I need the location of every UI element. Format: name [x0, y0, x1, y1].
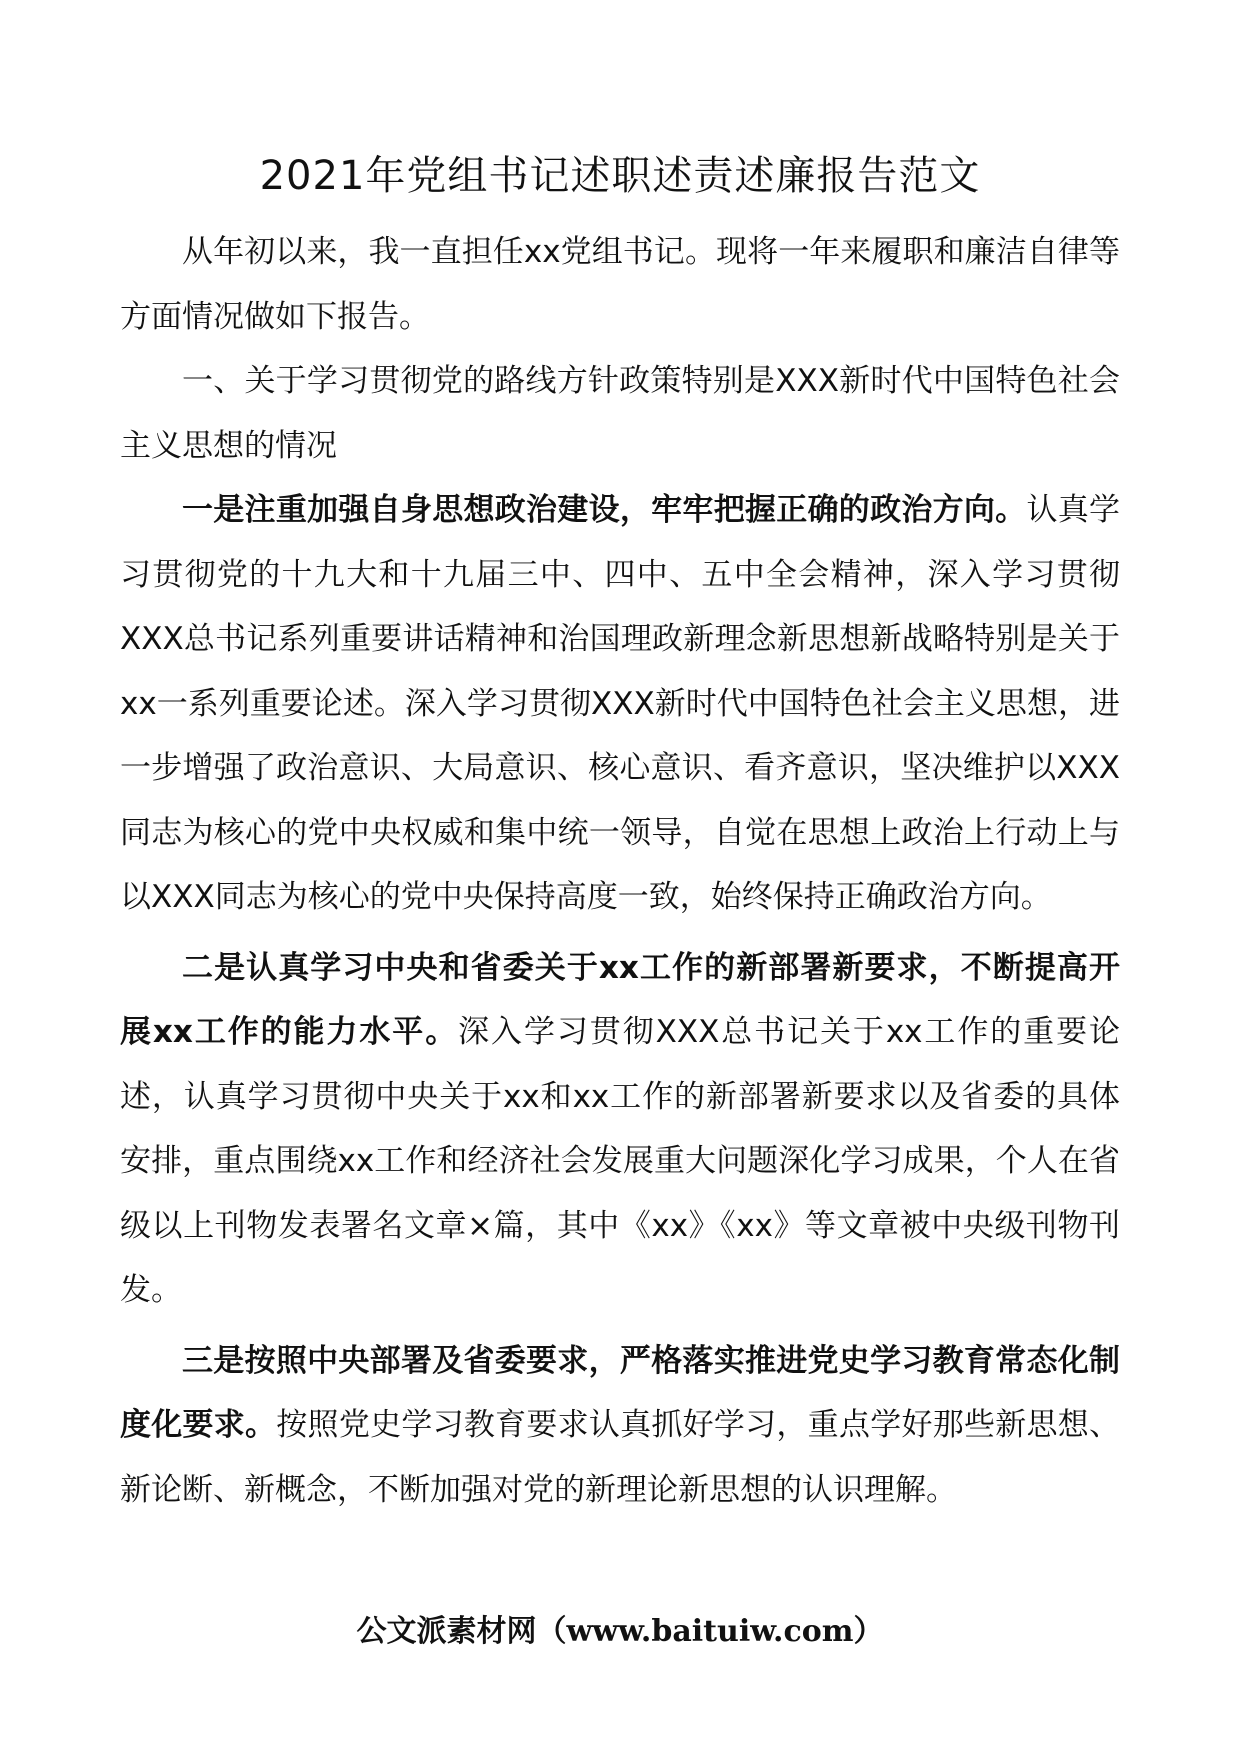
paragraph-section-heading — [120, 349, 1120, 478]
document-body — [120, 220, 1120, 1522]
source-footer: 公文派素材网（www.baituiw.com） — [356, 1614, 884, 1649]
paragraph-point-2 — [120, 936, 1120, 1323]
paragraph-lead: 一是注重加强自身思想政治建设，牢牢把握正确的政治方向。 — [182, 492, 1027, 528]
paragraph-lead: 三是按照中央部署及省委要求，严格落实推进党史学习教育常态化制度化要求。 — [120, 1342, 1120, 1443]
paragraph-point-3 — [120, 1329, 1120, 1523]
paragraph-text: 深入学习贯彻XXX总书记关于xx工作的重要论述，认真学习贯彻中央关于xx和xx工作的新部署新要求以及省委的具体安排，重点围绕xx工作和经济社会发展重大问题深化学习成果，个人在省级以上刊物发表署名文章×篇，其中《xx》《xx》等文章被中央级刊物刊发。 — [120, 1014, 1120, 1308]
paragraph-lead: 二是认真学习中央和省委关于xx工作的新部署新要求，不断提高开展xx工作的能力水平。 — [120, 949, 1120, 1050]
paragraph-text: 按照党史学习教育要求认真抓好学习，重点学好那些新思想、新论断、新概念，不断加强对党的新理论新思想的认识理解。 — [120, 1407, 1121, 1508]
paragraph-intro — [120, 220, 1120, 349]
paragraph-point-1 — [120, 478, 1120, 930]
paragraph-text: 认真学习贯彻党的十九大和十九届三中、四中、五中全会精神，深入学习贯彻XXX总书记系列重要讲话精神和治国理政新理念新思想新战略特别是关于xx一系列重要论述。深入学习贯彻XXX新时代中国特色社会主义思想，进一步增强了政治意识、大局意识、核心意识、看齐意识，坚决维护以XXX同志为核心的党中央权威和集中统一领导，自觉在思想上政治上行动上与以XXX同志为核心的党中央保持高度一致，始终保持正确政治方向。 — [120, 492, 1121, 915]
document-title: 2021年党组书记述职述责述廉报告范文 — [259, 153, 981, 199]
paragraph-text: 从年初以来，我一直担任xx党组书记。现将一年来履职和廉洁自律等方面情况做如下报告。 — [120, 234, 1120, 335]
paragraph-text: 一、关于学习贯彻党的路线方针政策特别是XXX新时代中国特色社会主义思想的情况 — [120, 363, 1120, 464]
